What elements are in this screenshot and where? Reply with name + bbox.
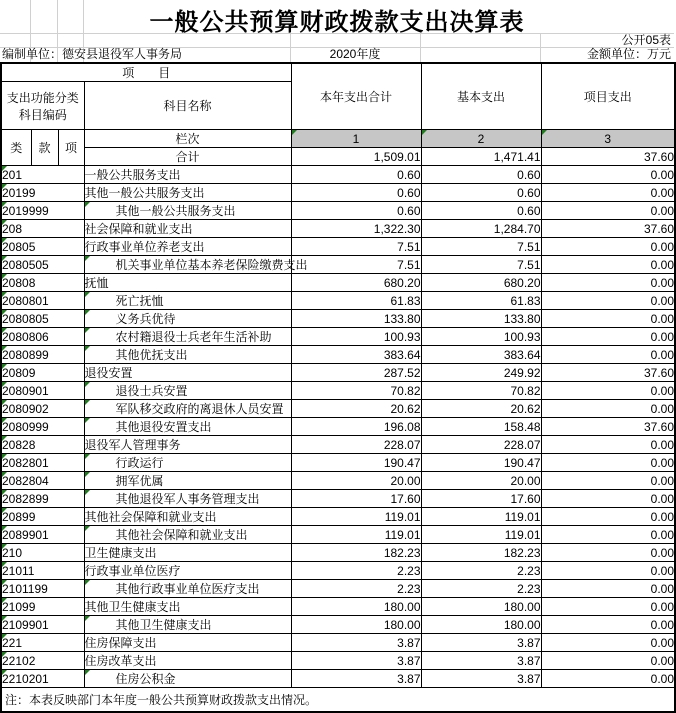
subject-name: 一般公共服务支出 [84, 166, 291, 184]
grand-total-row [1, 148, 675, 166]
subject-name: 住房改革支出 [84, 652, 291, 670]
item-header: 项 [58, 130, 84, 166]
subject-name: 其他行政事业单位医疗支出 [84, 580, 291, 598]
total-expenditure: 0.60 [291, 202, 421, 220]
subject-code: 2080805 [1, 310, 84, 328]
basic-expenditure: 383.64 [421, 346, 541, 364]
project-expenditure: 0.00 [541, 274, 675, 292]
subject-name: 义务兵优待 [84, 310, 291, 328]
page-title: 一般公共预算财政拨款支出决算表 [149, 10, 525, 36]
total-expenditure: 228.07 [291, 436, 421, 454]
rank-column-1: 1 [291, 130, 421, 148]
project-expenditure: 0.00 [541, 544, 675, 562]
basic-expenditure: 20.62 [421, 400, 541, 418]
project-expenditure: 0.00 [541, 238, 675, 256]
total-expenditure: 0.60 [291, 166, 421, 184]
total-expenditure: 3.87 [291, 634, 421, 652]
table-row [1, 634, 675, 652]
basic-expenditure: 0.60 [421, 166, 541, 184]
class-header: 类 [1, 130, 31, 166]
prepared-by-label: 编制单位：德安县退役军人事务局 [2, 47, 183, 61]
subject-code: 2082801 [1, 454, 84, 472]
basic-expenditure: 182.23 [421, 544, 541, 562]
subject-name: 行政事业单位养老支出 [84, 238, 291, 256]
total-expenditure: 119.01 [291, 508, 421, 526]
table-row [1, 598, 675, 616]
subject-code: 2089901 [1, 526, 84, 544]
subject-name: 其他社会保障和就业支出 [84, 526, 291, 544]
table-row [1, 562, 675, 580]
basic-expenditure: 2.23 [421, 580, 541, 598]
footnote: 注：本表反映部门本年度一般公共预算财政拨款支出情况。 [1, 688, 675, 713]
table-row [1, 292, 675, 310]
basic-expenditure: 158.48 [421, 418, 541, 436]
grand-total-project: 37.60 [541, 148, 675, 166]
basic-expenditure: 180.00 [421, 616, 541, 634]
rank-label: 栏次 [84, 130, 291, 148]
table-row [1, 382, 675, 400]
project-expenditure: 0.00 [541, 454, 675, 472]
project-expenditure: 0.00 [541, 490, 675, 508]
basic-expenditure: 3.87 [421, 652, 541, 670]
project-expenditure: 0.00 [541, 616, 675, 634]
total-expenditure: 3.87 [291, 652, 421, 670]
column-header-basic: 基本支出 [421, 63, 541, 130]
grand-total-label: 合计 [84, 148, 291, 166]
table-row [1, 616, 675, 634]
subject-name: 社会保障和就业支出 [84, 220, 291, 238]
subject-code: 2210201 [1, 670, 84, 688]
table-row [1, 418, 675, 436]
table-row [1, 202, 675, 220]
subject-name: 其他卫生健康支出 [84, 598, 291, 616]
table-row [1, 274, 675, 292]
basic-expenditure: 3.87 [421, 634, 541, 652]
subject-name: 退役军人管理事务 [84, 436, 291, 454]
subject-code: 20899 [1, 508, 84, 526]
section-header: 款 [31, 130, 58, 166]
table-row [1, 454, 675, 472]
column-header-project: 项目支出 [541, 63, 675, 130]
table-row [1, 184, 675, 202]
table-row [1, 256, 675, 274]
table-row [1, 328, 675, 346]
basic-expenditure: 3.87 [421, 670, 541, 688]
subject-name: 拥军优属 [84, 472, 291, 490]
basic-expenditure: 61.83 [421, 292, 541, 310]
total-expenditure: 190.47 [291, 454, 421, 472]
subject-name: 卫生健康支出 [84, 544, 291, 562]
project-expenditure: 0.00 [541, 184, 675, 202]
subject-name: 住房公积金 [84, 670, 291, 688]
total-expenditure: 119.01 [291, 526, 421, 544]
amount-unit-label: 金额单位：万元 [586, 47, 671, 61]
table-row [1, 310, 675, 328]
subject-name: 退役士兵安置 [84, 382, 291, 400]
subject-code: 221 [1, 634, 84, 652]
subject-code: 2109901 [1, 616, 84, 634]
fiscal-year-label: 2020年度 [329, 47, 381, 61]
subject-name: 其他一般公共服务支出 [84, 184, 291, 202]
table-row [1, 346, 675, 364]
project-expenditure: 0.00 [541, 526, 675, 544]
table-row [1, 472, 675, 490]
total-expenditure: 1,322.30 [291, 220, 421, 238]
table-row [1, 526, 675, 544]
total-expenditure: 180.00 [291, 598, 421, 616]
total-expenditure: 17.60 [291, 490, 421, 508]
rank-column-3: 3 [541, 130, 675, 148]
project-expenditure: 0.00 [541, 634, 675, 652]
basic-expenditure: 0.60 [421, 202, 541, 220]
table-row [1, 544, 675, 562]
basic-expenditure: 7.51 [421, 238, 541, 256]
subject-name: 退役安置 [84, 364, 291, 382]
basic-expenditure: 119.01 [421, 508, 541, 526]
total-expenditure: 70.82 [291, 382, 421, 400]
subject-code: 22102 [1, 652, 84, 670]
total-expenditure: 196.08 [291, 418, 421, 436]
sheet-number-label: 公开05表 [621, 33, 671, 47]
total-expenditure: 287.52 [291, 364, 421, 382]
subject-name: 机关事业单位基本养老保险缴费支出 [84, 256, 291, 274]
subject-code: 2080899 [1, 346, 84, 364]
table-body [1, 166, 675, 688]
basic-expenditure: 133.80 [421, 310, 541, 328]
basic-expenditure: 0.60 [421, 184, 541, 202]
subject-name: 军队移交政府的离退休人员安置 [84, 400, 291, 418]
footnote-row [1, 688, 675, 713]
subject-code: 2082899 [1, 490, 84, 508]
total-expenditure: 182.23 [291, 544, 421, 562]
total-expenditure: 383.64 [291, 346, 421, 364]
project-expenditure: 0.00 [541, 436, 675, 454]
project-expenditure: 37.60 [541, 418, 675, 436]
subject-code: 20199 [1, 184, 84, 202]
table-row [1, 364, 675, 382]
subject-name: 其他退役军人事务管理支出 [84, 490, 291, 508]
rank-column-2: 2 [421, 130, 541, 148]
subject-code: 2080901 [1, 382, 84, 400]
subject-code: 2082804 [1, 472, 84, 490]
subject-code: 2019999 [1, 202, 84, 220]
subject-name: 抚恤 [84, 274, 291, 292]
project-expenditure: 0.00 [541, 580, 675, 598]
total-expenditure: 680.20 [291, 274, 421, 292]
grand-total-basic: 1,471.41 [421, 148, 541, 166]
column-header-total: 本年支出合计 [291, 63, 421, 130]
subject-code: 21099 [1, 598, 84, 616]
total-expenditure: 7.51 [291, 238, 421, 256]
project-expenditure: 0.00 [541, 400, 675, 418]
project-expenditure: 37.60 [541, 220, 675, 238]
subject-name: 住房保障支出 [84, 634, 291, 652]
project-expenditure: 0.00 [541, 256, 675, 274]
table-row [1, 670, 675, 688]
basic-expenditure: 249.92 [421, 364, 541, 382]
table-row [1, 508, 675, 526]
basic-expenditure: 100.93 [421, 328, 541, 346]
total-expenditure: 61.83 [291, 292, 421, 310]
grand-total-amount: 1,509.01 [291, 148, 421, 166]
subject-code: 2080806 [1, 328, 84, 346]
project-expenditure: 0.00 [541, 346, 675, 364]
subject-code: 2080505 [1, 256, 84, 274]
subject-code: 21011 [1, 562, 84, 580]
subject-code: 210 [1, 544, 84, 562]
project-expenditure: 0.00 [541, 202, 675, 220]
subject-name: 其他一般公共服务支出 [84, 202, 291, 220]
subject-code: 2101199 [1, 580, 84, 598]
project-expenditure: 0.00 [541, 292, 675, 310]
project-expenditure: 37.60 [541, 364, 675, 382]
table-row [1, 436, 675, 454]
subject-name: 其他优抚支出 [84, 346, 291, 364]
project-expenditure: 0.00 [541, 670, 675, 688]
report-header [0, 0, 674, 62]
total-expenditure: 20.62 [291, 400, 421, 418]
basic-expenditure: 228.07 [421, 436, 541, 454]
table-row [1, 238, 675, 256]
project-expenditure: 0.00 [541, 310, 675, 328]
basic-expenditure: 190.47 [421, 454, 541, 472]
basic-expenditure: 70.82 [421, 382, 541, 400]
total-expenditure: 180.00 [291, 616, 421, 634]
subject-code: 20809 [1, 364, 84, 382]
header-row-rank [1, 130, 675, 148]
header-row-project [1, 63, 675, 82]
total-expenditure: 0.60 [291, 184, 421, 202]
project-expenditure: 0.00 [541, 472, 675, 490]
subject-code: 20828 [1, 436, 84, 454]
subject-code: 201 [1, 166, 84, 184]
subject-name: 农村籍退役士兵老年生活补助 [84, 328, 291, 346]
project-expenditure: 0.00 [541, 328, 675, 346]
total-expenditure: 3.87 [291, 670, 421, 688]
table-row [1, 166, 675, 184]
subject-code: 2080999 [1, 418, 84, 436]
subject-name-header: 科目名称 [84, 82, 291, 130]
subject-name: 行政事业单位医疗 [84, 562, 291, 580]
table-row [1, 580, 675, 598]
basic-expenditure: 7.51 [421, 256, 541, 274]
basic-expenditure: 680.20 [421, 274, 541, 292]
basic-expenditure: 17.60 [421, 490, 541, 508]
project-expenditure: 0.00 [541, 508, 675, 526]
subject-code: 2080902 [1, 400, 84, 418]
basic-expenditure: 2.23 [421, 562, 541, 580]
subject-name: 其他卫生健康支出 [84, 616, 291, 634]
subject-code: 20808 [1, 274, 84, 292]
subject-name: 行政运行 [84, 454, 291, 472]
subject-code: 20805 [1, 238, 84, 256]
total-expenditure: 2.23 [291, 580, 421, 598]
total-expenditure: 100.93 [291, 328, 421, 346]
table-row [1, 490, 675, 508]
subject-name: 死亡抚恤 [84, 292, 291, 310]
table-row [1, 220, 675, 238]
subject-code: 2080801 [1, 292, 84, 310]
basic-expenditure: 20.00 [421, 472, 541, 490]
basic-expenditure: 180.00 [421, 598, 541, 616]
basic-expenditure: 1,284.70 [421, 220, 541, 238]
total-expenditure: 2.23 [291, 562, 421, 580]
subject-name: 其他社会保障和就业支出 [84, 508, 291, 526]
total-expenditure: 20.00 [291, 472, 421, 490]
project-expenditure: 0.00 [541, 562, 675, 580]
total-expenditure: 7.51 [291, 256, 421, 274]
expenditure-table [0, 62, 676, 713]
project-expenditure: 0.00 [541, 166, 675, 184]
table-row [1, 400, 675, 418]
project-expenditure: 0.00 [541, 598, 675, 616]
subject-name: 其他退役安置支出 [84, 418, 291, 436]
table-row [1, 652, 675, 670]
project-header: 项 目 [1, 63, 291, 82]
project-expenditure: 0.00 [541, 382, 675, 400]
code-group-header: 支出功能分类科目编码 [1, 82, 84, 130]
subject-code: 208 [1, 220, 84, 238]
total-expenditure: 133.80 [291, 310, 421, 328]
project-expenditure: 0.00 [541, 652, 675, 670]
basic-expenditure: 119.01 [421, 526, 541, 544]
